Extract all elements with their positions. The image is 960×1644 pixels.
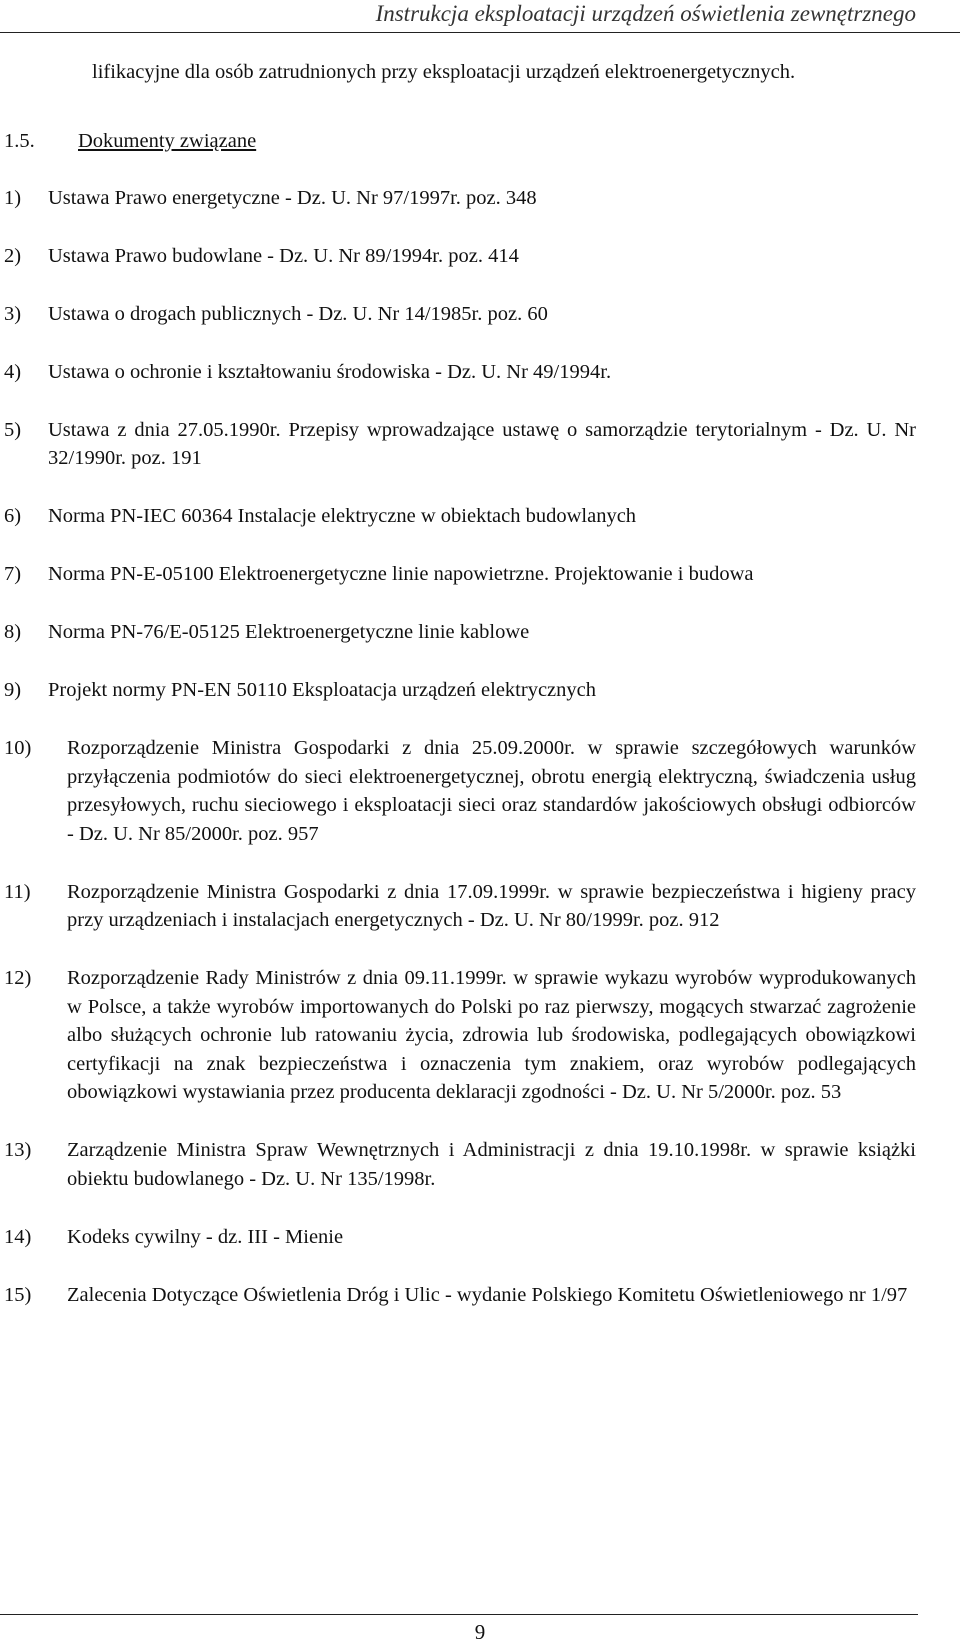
continuation-paragraph: lifikacyjne dla osób zatrudnionych przy eksploatacji urządzeń elektroenergetycznych.: [92, 61, 796, 83]
page-content: [4, 58, 916, 1339]
reference-number: 14): [4, 1225, 32, 1248]
running-header-title: Instrukcja eksploatacji urządzeń oświetlenia zewnętrznego: [375, 1, 916, 26]
reference-item: [4, 734, 916, 848]
reference-item: [4, 1281, 916, 1310]
reference-number: 6): [4, 505, 22, 527]
reference-number: 9): [4, 679, 22, 701]
reference-text: Ustawa z dnia 27.05.1990r. Przepisy wprowadzające ustawę o samorządzie terytorialnym - Dz. U. Nr 32/1990r. poz. 191: [48, 418, 916, 469]
section-heading: [4, 127, 916, 155]
reference-text: Norma PN-IEC 60364 Instalacje elektryczne w obiektach budowlanych: [48, 505, 637, 527]
reference-item: [4, 1136, 916, 1193]
section-number: 1.5.: [4, 129, 35, 152]
reference-number: 7): [4, 563, 22, 585]
reference-item: [4, 416, 916, 473]
reference-text: Norma PN-76/E-05125 Elektroenergetyczne linie kablowe: [48, 621, 530, 643]
page-number: 9: [474, 1620, 486, 1644]
reference-item: [4, 964, 916, 1107]
reference-text: Rozporządzenie Rady Ministrów z dnia 09.11.1999r. w sprawie wykazu wyrobów wyprodukowanych w Polsce, a także wyrobów importowanych do Polski po raz pierwszy, mogących stwarzać zagrożenie albo służących ochronie lub ratowaniu życia, zdrowia lub środowiska, podlegających obowiązkowi certyfikacji na znak bezpieczeństwa i oznaczenia tym znakiem, oraz wyrobów podlegających obowiązkowi wystawiania przez producenta deklaracji zgodności - Dz. U. Nr 5/2000r. poz. 53: [67, 967, 916, 1103]
reference-text: Rozporządzenie Ministra Gospodarki z dnia 17.09.1999r. w sprawie bezpieczeństwa i higieny pracy przy urządzeniach i instalacjach energetycznych - Dz. U. Nr 80/1999r. poz. 912: [67, 880, 916, 931]
reference-text: Norma PN-E-05100 Elektroenergetyczne linie napowietrzne. Projektowanie i budowa: [48, 563, 754, 585]
reference-number: 3): [4, 302, 22, 325]
footer-rule: [0, 1614, 918, 1615]
reference-item: [4, 184, 916, 213]
page-footer: [0, 1614, 960, 1643]
reference-number: 15): [4, 1283, 32, 1306]
reference-number: 8): [4, 621, 22, 643]
reference-number: 12): [4, 967, 32, 989]
reference-item: [4, 300, 916, 329]
reference-item: [4, 358, 916, 387]
reference-number: 10): [4, 737, 32, 759]
reference-number: 2): [4, 244, 22, 267]
reference-item: [4, 242, 916, 271]
reference-text: Ustawa Prawo energetyczne - Dz. U. Nr 97/1997r. poz. 348: [48, 186, 537, 209]
reference-number: 13): [4, 1139, 32, 1161]
running-header: [0, 0, 960, 33]
reference-number: 11): [4, 880, 31, 903]
section-title: Dokumenty związane: [78, 129, 257, 152]
reference-text: Ustawa Prawo budowlane - Dz. U. Nr 89/1994r. poz. 414: [48, 244, 519, 267]
reference-item: [4, 618, 916, 647]
reference-text: Zarządzenie Ministra Spraw Wewnętrznych i Administracji z dnia 19.10.1998r. w sprawie książki obiektu budowlanego - Dz. U. Nr 135/1998r.: [67, 1139, 916, 1190]
reference-text: Ustawa o drogach publicznych - Dz. U. Nr 14/1985r. poz. 60: [48, 302, 548, 325]
reference-item: [4, 676, 916, 705]
reference-list: [4, 184, 916, 1310]
reference-number: 5): [4, 418, 22, 441]
reference-text: Projekt normy PN-EN 50110 Eksploatacja urządzeń elektrycznych: [48, 679, 597, 701]
reference-number: 1): [4, 186, 22, 209]
reference-number: 4): [4, 360, 22, 383]
reference-text: Zalecenia Dotyczące Oświetlenia Dróg i Ulic - wydanie Polskiego Komitetu Oświetleniowego nr 1/97: [67, 1283, 908, 1306]
reference-item: [4, 560, 916, 589]
reference-item: [4, 1223, 916, 1252]
reference-text: Kodeks cywilny - dz. III - Mienie: [67, 1225, 344, 1248]
reference-text: Ustawa o ochronie i kształtowaniu środowiska - Dz. U. Nr 49/1994r.: [48, 360, 612, 383]
reference-item: [4, 502, 916, 531]
reference-item: [4, 878, 916, 935]
reference-text: Rozporządzenie Ministra Gospodarki z dnia 25.09.2000r. w sprawie szczegółowych warunków przyłączenia podmiotów do sieci elektroenergetycznej, obrotu energią elektryczną, świadczenia usług przesyłowych, ruchu sieciowego i eksploatacji sieci oraz standardów jakościowych obsługi odbiorców - Dz. U. Nr 85/2000r. poz. 957: [67, 737, 916, 845]
